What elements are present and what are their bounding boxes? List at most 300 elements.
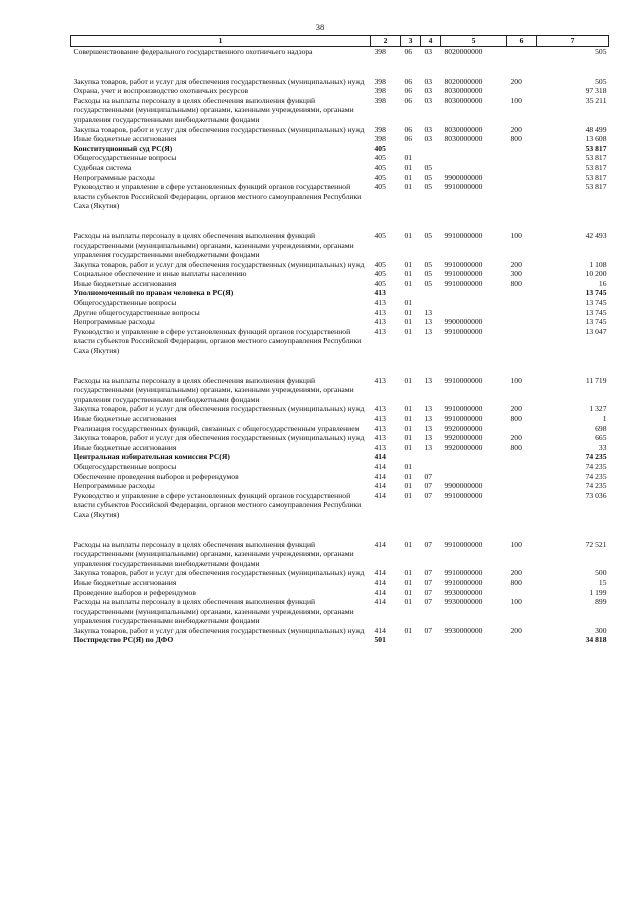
amount-cell: 1 199	[589, 587, 607, 597]
target-article-code-cell: 8020000000	[444, 47, 483, 56]
table-row	[71, 173, 609, 183]
expense-type-code-cell: 200	[510, 433, 522, 443]
amount-cell: 500	[595, 568, 607, 578]
amount-cell: 73 036	[585, 490, 607, 500]
subsection-code-cell: 03	[424, 47, 433, 56]
subsection-code-cell: 07	[424, 490, 433, 500]
header-cell-6: 6	[507, 36, 537, 47]
item-name-cell: Закупка товаров, работ и услуг для обеспечения государственных (муниципальных) нужд	[73, 124, 365, 134]
subsection-code-cell: 13	[424, 433, 433, 443]
budget-table	[70, 35, 609, 645]
subsection-code-cell	[421, 462, 441, 472]
section-code-cell: 01	[404, 587, 413, 597]
target-article-code-cell: 9910000000	[444, 539, 483, 549]
amount-cell: 10 200	[585, 269, 607, 279]
expense-type-code-cell	[507, 298, 537, 308]
item-name-cell: Расходы на выплаты персоналу в целях обеспечения выполнения функций государственными (муниципальными) органами, казенными учреждениями, органами управления государственными внебюджетными фондами	[73, 597, 354, 626]
amount-cell: 11 719	[585, 375, 607, 385]
target-article-code-cell	[441, 144, 507, 154]
expense-type-code-cell: 300	[510, 269, 522, 279]
subsection-code-cell	[421, 288, 441, 298]
amount-cell: 13 047	[585, 326, 607, 336]
ministry-code-cell: 414	[374, 568, 386, 578]
ministry-code-cell: 398	[374, 76, 386, 86]
section-code-cell: 01	[404, 539, 413, 549]
amount-cell: 53 817	[585, 143, 607, 153]
ministry-code-cell: 405	[374, 230, 386, 240]
amount-cell: 53 817	[585, 162, 607, 172]
item-name-cell: Судебная система	[73, 162, 132, 172]
table-row	[71, 86, 609, 96]
expense-type-code-cell: 100	[510, 230, 522, 240]
section-code-cell: 01	[404, 625, 413, 635]
target-article-code-cell: 9920000000	[444, 423, 483, 433]
target-article-code-cell: 8030000000	[444, 95, 483, 105]
amount-cell: 74 235	[585, 471, 607, 481]
subsection-code-cell: 13	[424, 442, 433, 452]
target-article-code-cell	[441, 153, 507, 163]
ministry-code-cell: 501	[374, 635, 386, 645]
subsection-code-cell: 05	[424, 278, 433, 288]
ministry-code-cell: 413	[374, 288, 386, 298]
section-code-cell: 01	[404, 259, 413, 269]
header-cell-2: 2	[371, 36, 401, 47]
amount-cell: 13 608	[585, 134, 607, 144]
section-code-cell: 01	[404, 326, 413, 336]
ministry-code-cell: 413	[374, 433, 386, 443]
section-code-cell: 06	[404, 47, 413, 56]
target-article-code-cell: 9910000000	[444, 404, 483, 414]
ministry-code-cell: 413	[374, 317, 386, 327]
amount-cell: 13 745	[585, 317, 607, 327]
section-code-cell: 06	[404, 95, 413, 105]
amount-cell: 42 493	[585, 230, 607, 240]
expense-type-code-cell: 200	[510, 568, 522, 578]
target-article-code-cell: 9910000000	[444, 577, 483, 587]
table-row	[71, 597, 609, 626]
target-article-code-cell: 9910000000	[444, 326, 483, 336]
header-row	[71, 36, 609, 47]
table-row	[71, 491, 609, 540]
expense-type-code-cell: 800	[510, 278, 522, 288]
table-row	[71, 144, 609, 154]
item-name-cell: Руководство и управление в сфере установленных функций органов государственной власти субъектов Российской Федерации, органов местного самоуправления Республики Саха (Якутия)	[73, 182, 362, 211]
table-row	[71, 443, 609, 453]
item-name-cell: Расходы на выплаты персоналу в целях обеспечения выполнения функций государственными (муниципальными) органами, казенными учреждениями, органами управления государственными внебюджетными фондами	[73, 95, 354, 124]
ministry-code-cell: 414	[374, 471, 386, 481]
item-name-cell: Закупка товаров, работ и услуг для обеспечения государственных (муниципальных) нужд	[73, 76, 365, 86]
table-row	[71, 462, 609, 472]
item-name-cell: Конституционный суд РС(Я)	[73, 143, 173, 153]
amount-cell: 1	[602, 414, 607, 423]
section-code-cell: 01	[404, 568, 413, 578]
header-cell-4: 4	[421, 36, 441, 47]
item-name-cell: Расходы на выплаты персоналу в целях обеспечения выполнения функций государственными (муниципальными) органами, казенными учреждениями, органами управления государственными внебюджетными фондами	[73, 539, 354, 568]
amount-cell: 899	[595, 597, 607, 607]
ministry-code-cell: 405	[374, 162, 386, 172]
table-row	[71, 134, 609, 144]
ministry-code-cell: 414	[374, 461, 386, 471]
subsection-code-cell: 13	[424, 423, 433, 433]
target-article-code-cell: 9930000000	[444, 587, 483, 597]
subsection-code-cell	[421, 144, 441, 154]
target-article-code-cell: 8030000000	[444, 134, 483, 144]
amount-cell: 33	[598, 442, 607, 452]
subsection-code-cell: 05	[424, 230, 433, 240]
ministry-code-cell: 414	[374, 481, 386, 491]
subsection-code-cell: 07	[424, 539, 433, 549]
ministry-code-cell: 413	[374, 442, 386, 452]
subsection-code-cell: 05	[424, 162, 433, 172]
table-row	[71, 96, 609, 125]
subsection-code-cell: 07	[424, 587, 433, 597]
ministry-code-cell: 398	[374, 86, 386, 96]
item-name-cell: Общегосударственные вопросы	[73, 298, 177, 308]
section-code-cell	[401, 635, 421, 645]
target-article-code-cell: 9910000000	[444, 490, 483, 500]
item-name-cell: Центральная избирательная комиссия РС(Я)	[73, 452, 230, 462]
ministry-code-cell: 398	[374, 124, 386, 134]
item-name-cell: Закупка товаров, работ и услуг для обеспечения государственных (муниципальных) нужд	[73, 259, 365, 269]
ministry-code-cell: 414	[374, 452, 386, 462]
table-row	[71, 308, 609, 318]
expense-type-code-cell	[507, 491, 537, 540]
expense-type-code-cell	[507, 481, 537, 491]
section-code-cell: 01	[404, 490, 413, 500]
table-row	[71, 376, 609, 405]
expense-type-code-cell	[507, 327, 537, 376]
item-name-cell: Расходы на выплаты персоналу в целях обеспечения выполнения функций государственными (муниципальными) органами, казенными учреждениями, органами управления государственными внебюджетными фондами	[73, 375, 354, 404]
amount-cell: 505	[595, 76, 607, 86]
ministry-code-cell: 398	[374, 134, 386, 144]
table-row	[71, 260, 609, 270]
subsection-code-cell: 03	[424, 86, 433, 96]
target-article-code-cell: 9910000000	[444, 269, 483, 279]
target-article-code-cell: 9900000000	[444, 172, 483, 182]
expense-type-code-cell	[507, 153, 537, 163]
ministry-code-cell: 405	[374, 153, 386, 163]
table-row	[71, 269, 609, 279]
target-article-code-cell: 9910000000	[444, 230, 483, 240]
expense-type-code-cell	[507, 462, 537, 472]
expense-type-code-cell	[507, 182, 537, 231]
section-code-cell: 01	[404, 433, 413, 443]
target-article-code-cell: 9910000000	[444, 259, 483, 269]
table-row	[71, 578, 609, 588]
subsection-code-cell: 13	[424, 375, 433, 385]
amount-cell: 13 745	[585, 288, 607, 298]
table-row	[71, 317, 609, 327]
ministry-code-cell: 405	[374, 143, 386, 153]
expense-type-code-cell: 100	[510, 95, 522, 105]
section-code-cell: 01	[404, 172, 413, 182]
expense-type-code-cell	[507, 173, 537, 183]
amount-cell: 53 817	[585, 182, 607, 192]
item-name-cell: Закупка товаров, работ и услуг для обеспечения государственных (муниципальных) нужд	[73, 568, 365, 578]
subsection-code-cell: 07	[424, 471, 433, 481]
table-row	[71, 481, 609, 491]
table-row	[71, 414, 609, 424]
item-name-cell: Иные бюджетные ассигнования	[73, 442, 177, 452]
subsection-code-cell: 07	[424, 481, 433, 491]
item-name-cell: Иные бюджетные ассигнования	[73, 278, 177, 288]
section-code-cell: 01	[404, 404, 413, 414]
table-row	[71, 452, 609, 462]
ministry-code-cell: 413	[374, 423, 386, 433]
section-code-cell: 06	[404, 76, 413, 86]
table-row	[71, 568, 609, 578]
section-code-cell: 01	[404, 317, 413, 327]
expense-type-code-cell: 200	[510, 259, 522, 269]
header-cell-1: 1	[71, 36, 371, 47]
table-row	[71, 626, 609, 636]
expense-type-code-cell: 100	[510, 539, 522, 549]
subsection-code-cell: 13	[424, 414, 433, 423]
item-name-cell: Непрограммные расходы	[73, 172, 155, 182]
item-name-cell: Непрограммные расходы	[73, 481, 155, 491]
item-name-cell: Руководство и управление в сфере установленных функций органов государственной власти субъектов Российской Федерации, органов местного самоуправления Республики Саха (Якутия)	[73, 326, 362, 356]
table-body	[71, 47, 609, 646]
target-article-code-cell: 9910000000	[444, 278, 483, 288]
amount-cell: 74 235	[585, 481, 607, 491]
subsection-code-cell: 13	[424, 326, 433, 336]
header-cell-3: 3	[401, 36, 421, 47]
table-row	[71, 163, 609, 173]
item-name-cell: Охрана, учет и воспроизводство охотничьих ресурсов	[73, 86, 249, 96]
target-article-code-cell	[441, 472, 507, 482]
ministry-code-cell: 414	[374, 625, 386, 635]
item-name-cell: Уполномоченный по правам человека в РС(Я)	[73, 288, 234, 298]
expense-type-code-cell	[507, 588, 537, 598]
item-name-cell: Расходы на выплаты персоналу в целях обеспечения выполнения функций государственными (муниципальными) органами, казенными учреждениями, органами управления государственными внебюджетными фондами	[73, 230, 354, 260]
amount-cell: 665	[595, 433, 607, 443]
section-code-cell: 01	[404, 153, 413, 163]
amount-cell: 1 327	[589, 404, 607, 414]
amount-cell: 698	[595, 423, 607, 433]
subsection-code-cell: 07	[424, 597, 433, 607]
amount-cell: 16	[598, 278, 607, 288]
target-article-code-cell: 9930000000	[444, 625, 483, 635]
section-code-cell: 01	[404, 577, 413, 587]
table-row	[71, 635, 609, 645]
expense-type-code-cell	[507, 317, 537, 327]
table-row	[71, 77, 609, 87]
subsection-code-cell	[421, 635, 441, 645]
item-name-cell: Социальное обеспечение и иные выплаты населению	[73, 269, 247, 279]
table-row	[71, 47, 609, 77]
section-code-cell: 01	[404, 375, 413, 385]
expense-type-code-cell: 200	[510, 124, 522, 134]
section-code-cell: 06	[404, 134, 413, 144]
amount-cell: 72 521	[585, 539, 607, 549]
item-name-cell: Иные бюджетные ассигнования	[73, 414, 177, 423]
target-article-code-cell	[441, 163, 507, 173]
section-code-cell: 01	[404, 307, 413, 317]
amount-cell: 13 745	[585, 307, 607, 317]
expense-type-code-cell	[507, 163, 537, 173]
item-name-cell: Руководство и управление в сфере установленных функций органов государственной власти субъектов Российской Федерации, органов местного самоуправления Республики Саха (Якутия)	[73, 490, 362, 519]
item-name-cell: Реализация государственных функций, связанных с общегосударственным управлением	[73, 423, 360, 433]
subsection-code-cell: 03	[424, 95, 433, 105]
header-cell-5: 5	[441, 36, 507, 47]
section-code-cell: 01	[404, 162, 413, 172]
amount-cell: 15	[598, 577, 607, 587]
amount-cell: 300	[595, 625, 607, 635]
target-article-code-cell	[441, 452, 507, 462]
target-article-code-cell: 9900000000	[444, 481, 483, 491]
ministry-code-cell: 413	[374, 326, 386, 336]
amount-cell: 505	[595, 47, 607, 56]
target-article-code-cell	[441, 288, 507, 298]
table-row	[71, 279, 609, 289]
item-name-cell: Обеспечение проведения выборов и референдумов	[73, 471, 239, 481]
ministry-code-cell: 405	[374, 269, 386, 279]
item-name-cell: Совершенствование федерального государственного охотничьего надзора	[73, 47, 313, 56]
section-code-cell	[401, 452, 421, 462]
target-article-code-cell	[441, 308, 507, 318]
subsection-code-cell: 05	[424, 182, 433, 192]
section-code-cell: 01	[404, 471, 413, 481]
target-article-code-cell	[441, 298, 507, 308]
amount-cell: 48 499	[585, 124, 607, 134]
item-name-cell: Общегосударственные вопросы	[73, 153, 177, 163]
item-name-cell: Иные бюджетные ассигнования	[73, 134, 177, 144]
subsection-code-cell: 05	[424, 259, 433, 269]
ministry-code-cell: 413	[374, 298, 386, 308]
expense-type-code-cell	[507, 308, 537, 318]
expense-type-code-cell	[507, 144, 537, 154]
ministry-code-cell: 414	[374, 597, 386, 607]
subsection-code-cell: 03	[424, 134, 433, 144]
section-code-cell	[401, 144, 421, 154]
section-code-cell: 01	[404, 597, 413, 607]
table-row	[71, 472, 609, 482]
ministry-code-cell: 413	[374, 404, 386, 414]
table-header	[71, 36, 609, 47]
ministry-code-cell: 413	[374, 414, 386, 423]
ministry-code-cell: 413	[374, 375, 386, 385]
target-article-code-cell	[441, 635, 507, 645]
table-row	[71, 298, 609, 308]
table-row	[71, 433, 609, 443]
amount-cell: 34 818	[585, 635, 607, 645]
subsection-code-cell: 05	[424, 269, 433, 279]
expense-type-code-cell: 800	[510, 577, 522, 587]
ministry-code-cell: 414	[374, 587, 386, 597]
expense-type-code-cell: 800	[510, 134, 522, 144]
subsection-code-cell: 03	[424, 76, 433, 86]
section-code-cell: 01	[404, 461, 413, 471]
page-number: 38	[315, 22, 325, 32]
target-article-code-cell: 9910000000	[444, 414, 483, 423]
subsection-code-cell	[421, 298, 441, 308]
item-name-cell: Закупка товаров, работ и услуг для обеспечения государственных (муниципальных) нужд	[73, 404, 365, 414]
section-code-cell: 06	[404, 124, 413, 134]
target-article-code-cell: 8020000000	[444, 76, 483, 86]
amount-cell: 74 235	[585, 452, 607, 462]
expense-type-code-cell	[507, 472, 537, 482]
ministry-code-cell: 398	[374, 47, 386, 56]
table-row	[71, 540, 609, 569]
expense-type-code-cell: 200	[510, 625, 522, 635]
ministry-code-cell: 405	[374, 182, 386, 192]
section-code-cell	[401, 288, 421, 298]
ministry-code-cell: 413	[374, 307, 386, 317]
amount-cell: 53 817	[585, 172, 607, 182]
table-row	[71, 424, 609, 434]
ministry-code-cell: 405	[374, 278, 386, 288]
item-name-cell: Другие общегосударственные вопросы	[73, 307, 200, 317]
expense-type-code-cell	[507, 288, 537, 298]
ministry-code-cell: 405	[374, 172, 386, 182]
section-code-cell: 01	[404, 230, 413, 240]
amount-cell: 74 235	[585, 461, 607, 471]
item-name-cell: Непрограммные расходы	[73, 317, 155, 327]
target-article-code-cell: 9910000000	[444, 568, 483, 578]
section-code-cell: 01	[404, 298, 413, 308]
ministry-code-cell: 414	[374, 490, 386, 500]
amount-cell: 1 108	[589, 259, 607, 269]
amount-cell: 35 211	[585, 95, 607, 105]
expense-type-code-cell: 100	[510, 597, 522, 607]
table-row	[71, 288, 609, 298]
target-article-code-cell: 9920000000	[444, 433, 483, 443]
target-article-code-cell: 9900000000	[444, 317, 483, 327]
expense-type-code-cell: 200	[510, 76, 522, 86]
subsection-code-cell: 07	[424, 568, 433, 578]
section-code-cell: 01	[404, 423, 413, 433]
subsection-code-cell: 07	[424, 625, 433, 635]
table-row	[71, 231, 609, 260]
ministry-code-cell: 405	[374, 259, 386, 269]
target-article-code-cell: 8030000000	[444, 124, 483, 134]
target-article-code-cell: 9910000000	[444, 182, 483, 192]
item-name-cell: Закупка товаров, работ и услуг для обеспечения государственных (муниципальных) нужд	[73, 433, 365, 443]
item-name-cell: Закупка товаров, работ и услуг для обеспечения государственных (муниципальных) нужд	[73, 625, 365, 635]
target-article-code-cell: 9920000000	[444, 442, 483, 452]
section-code-cell: 01	[404, 414, 413, 423]
section-code-cell: 01	[404, 481, 413, 491]
table-row	[71, 125, 609, 135]
section-code-cell: 01	[404, 182, 413, 192]
item-name-cell: Проведение выборов и референдумов	[73, 587, 196, 597]
amount-cell: 13 745	[585, 298, 607, 308]
subsection-code-cell	[421, 153, 441, 163]
target-article-code-cell	[441, 462, 507, 472]
table-row	[71, 153, 609, 163]
expense-type-code-cell	[507, 47, 537, 77]
expense-type-code-cell	[507, 635, 537, 645]
expense-type-code-cell: 800	[510, 414, 522, 423]
expense-type-code-cell: 200	[510, 404, 522, 414]
expense-type-code-cell: 800	[510, 442, 522, 452]
amount-cell: 97 318	[585, 86, 607, 96]
expense-type-code-cell	[507, 452, 537, 462]
subsection-code-cell: 13	[424, 307, 433, 317]
target-article-code-cell: 8030000000	[444, 86, 483, 96]
ministry-code-cell: 414	[374, 539, 386, 549]
table-row	[71, 182, 609, 231]
item-name-cell: Постпредство РС(Я) по ДФО	[73, 635, 174, 645]
expense-type-code-cell	[507, 424, 537, 434]
table-row	[71, 404, 609, 414]
section-code-cell: 01	[404, 269, 413, 279]
expense-type-code-cell	[507, 86, 537, 96]
target-article-code-cell: 9930000000	[444, 597, 483, 607]
subsection-code-cell	[421, 452, 441, 462]
subsection-code-cell: 13	[424, 404, 433, 414]
section-code-cell: 06	[404, 86, 413, 96]
